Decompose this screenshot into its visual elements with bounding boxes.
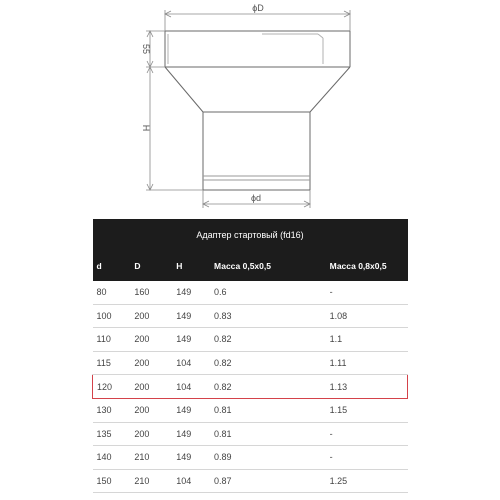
- table-cell: 149: [172, 281, 210, 304]
- dimension-lines: [146, 10, 350, 208]
- table-cell: 1.08: [326, 304, 408, 328]
- table-cell: 150: [93, 469, 131, 493]
- table-cell: 149: [172, 446, 210, 470]
- table-cell: 200: [130, 304, 172, 328]
- bottom-diameter-label: ϕd: [250, 193, 262, 203]
- table-cell: 1.13: [326, 375, 408, 399]
- table-cell: 160: [130, 281, 172, 304]
- table-body: [93, 281, 408, 493]
- table-cell: 130: [93, 398, 131, 422]
- table-cell: -: [326, 422, 408, 446]
- height-label: H: [141, 124, 151, 132]
- table-title: Адаптер стартовый (fd16): [93, 219, 408, 251]
- table-row: [93, 304, 408, 328]
- table-cell: 0.87: [210, 469, 326, 493]
- adapter-outline: [165, 31, 350, 190]
- table-cell: 104: [172, 351, 210, 375]
- table-cell: 200: [130, 422, 172, 446]
- table-row: [93, 469, 408, 493]
- table-cell: 210: [130, 446, 172, 470]
- table-cell: 210: [130, 469, 172, 493]
- table-row: [93, 398, 408, 422]
- table-row: [93, 446, 408, 470]
- table-cell: -: [326, 446, 408, 470]
- table-cell: 1.15: [326, 398, 408, 422]
- table-cell: 200: [130, 375, 172, 399]
- column-header: Масса 0,5х0,5: [210, 251, 326, 281]
- table-cell: 140: [93, 446, 131, 470]
- table-column-headers: [93, 251, 408, 281]
- table-cell: 0.81: [210, 422, 326, 446]
- column-header: d: [93, 251, 131, 281]
- column-header: Масса 0,8х0,5: [326, 251, 408, 281]
- table-cell: 120: [93, 375, 131, 399]
- table-cell: 149: [172, 304, 210, 328]
- table-cell: 1.25: [326, 469, 408, 493]
- table-cell: 115: [93, 351, 131, 375]
- table-cell: 1.11: [326, 351, 408, 375]
- column-header: H: [172, 251, 210, 281]
- table-cell: 0.82: [210, 328, 326, 352]
- table-cell: 135: [93, 422, 131, 446]
- table-cell: 200: [130, 328, 172, 352]
- table-row: [93, 422, 408, 446]
- table-cell: 0.6: [210, 281, 326, 304]
- table-cell: 149: [172, 328, 210, 352]
- table-cell: 0.82: [210, 351, 326, 375]
- table-cell: 0.82: [210, 375, 326, 399]
- table-cell: 200: [130, 398, 172, 422]
- table-row: [93, 351, 408, 375]
- adapter-spec-table: [92, 219, 408, 493]
- table-cell: 104: [172, 469, 210, 493]
- table-row: [93, 328, 408, 352]
- table-cell: 0.81: [210, 398, 326, 422]
- table-cell: 149: [172, 422, 210, 446]
- table-cell: 1.1: [326, 328, 408, 352]
- table-cell: 80: [93, 281, 131, 304]
- table-row: [93, 375, 408, 399]
- table-cell: 110: [93, 328, 131, 352]
- table-cell: 0.83: [210, 304, 326, 328]
- top-diameter-label: ϕD: [252, 3, 264, 13]
- table-cell: 104: [172, 375, 210, 399]
- adapter-technical-drawing: [0, 0, 500, 215]
- table-cell: -: [326, 281, 408, 304]
- table-cell: 0.89: [210, 446, 326, 470]
- collar-height-label: 55: [141, 43, 151, 55]
- table-row: [93, 281, 408, 304]
- table-cell: 149: [172, 398, 210, 422]
- table-cell: 100: [93, 304, 131, 328]
- column-header: D: [130, 251, 172, 281]
- table-cell: 200: [130, 351, 172, 375]
